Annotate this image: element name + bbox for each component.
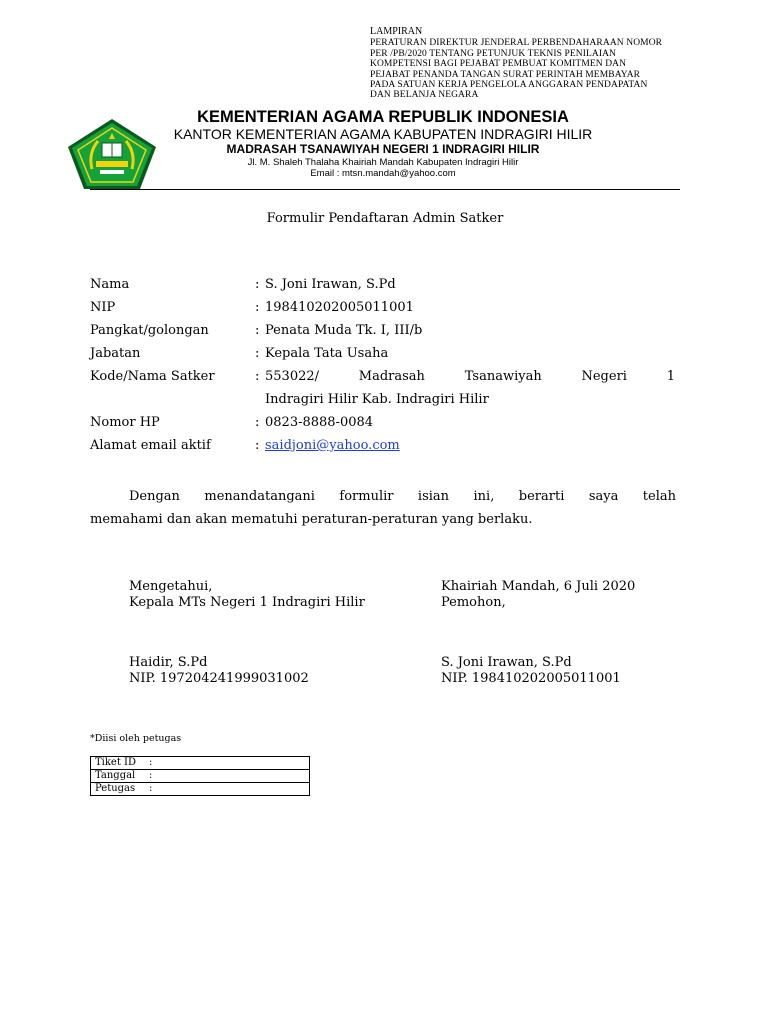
field-label: Kode/Nama Satker: [90, 369, 215, 384]
signature-left-line1: Mengetahui,: [129, 579, 213, 594]
petugas-table: [90, 756, 310, 796]
field-label: Jabatan: [90, 346, 141, 361]
table-row: [91, 783, 310, 796]
field-colon: :: [255, 300, 260, 315]
form-title: Formulir Pendaftaran Admin Satker: [266, 211, 504, 226]
lampiran-line: PERATURAN DIREKTUR JENDERAL PERBENDAHARAAN NOMOR: [370, 38, 663, 49]
field-colon: :: [255, 369, 260, 384]
table-row: [91, 757, 310, 770]
field-nip: [90, 300, 680, 323]
field-label: NIP: [90, 300, 116, 315]
field-nama: [90, 277, 680, 300]
lampiran-line: KOMPETENSI BAGI PEJABAT PEMBUAT KOMITMEN DAN: [370, 59, 627, 70]
field-colon: :: [255, 346, 260, 361]
form-fields: [90, 277, 680, 461]
field-colon: :: [255, 438, 260, 453]
field-value: S. Joni Irawan, S.Pd: [265, 277, 396, 292]
signature-left-footer: [129, 655, 309, 687]
field-value: 553022/ Madrasah Tsanawiyah Negeri 1: [265, 369, 675, 384]
row-label: Tanggal: [95, 770, 136, 781]
lampiran-line: DAN BELANJA NEGARA: [370, 90, 479, 101]
field-value: Penata Muda Tk. I, III/b: [265, 323, 423, 338]
signature-left-line2: Kepala MTs Negeri 1 Indragiri Hilir: [129, 595, 365, 610]
field-label: Nomor HP: [90, 415, 160, 430]
field-label: Nama: [90, 277, 130, 292]
kop-address: Jl. M. Shaleh Thalaha Khairiah Mandah Kabupaten Indragiri Hilir: [247, 157, 519, 168]
signature-right-header: [441, 579, 635, 611]
field-colon: :: [255, 415, 260, 430]
field-value: [265, 438, 400, 454]
signature-right-nip: NIP. 198410202005011001: [441, 671, 621, 686]
field-pangkat: [90, 323, 680, 346]
kop-office-name: KANTOR KEMENTERIAN AGAMA KABUPATEN INDRAGIRI HILIR: [173, 126, 593, 142]
lampiran-block: [370, 26, 663, 101]
lampiran-line: PER /PB/2020 TENTANG PETUNJUK TEKNIS PENILAIAN: [370, 48, 617, 59]
kop-school-name: MADRASAH TSANAWIYAH NEGERI 1 INDRAGIRI HILIR: [226, 142, 540, 156]
field-satker: [90, 369, 680, 415]
row-label: Petugas: [95, 783, 136, 794]
table-cell: [91, 757, 310, 770]
field-value: 198410202005011001: [265, 300, 414, 315]
field-jabatan: [90, 346, 680, 369]
field-label: Alamat email aktif: [90, 438, 211, 453]
signature-right-line2: Pemohon,: [441, 595, 506, 610]
table-cell: [91, 783, 310, 796]
field-email: [90, 438, 680, 461]
field-label: Pangkat/golongan: [90, 323, 209, 338]
field-value: Kepala Tata Usaha: [265, 346, 389, 361]
statement-paragraph: [90, 485, 676, 531]
petugas-note: *Diisi oleh petugas: [90, 733, 182, 744]
field-colon: :: [255, 323, 260, 338]
lampiran-line: PADA SATUAN KERJA PENGELOLA ANGGARAN PENDAPATAN: [370, 80, 648, 91]
header-divider: [90, 189, 680, 190]
signature-right-name: S. Joni Irawan, S.Pd: [441, 655, 572, 670]
row-sep: :: [149, 783, 153, 794]
field-colon: :: [255, 277, 260, 292]
kementerian-agama-emblem-icon: [66, 117, 158, 191]
row-sep: :: [149, 770, 153, 781]
field-nomor-hp: [90, 415, 680, 438]
table-cell: [91, 770, 310, 783]
row-sep: :: [149, 757, 153, 768]
email-link[interactable]: saidjoni@yahoo.com: [265, 438, 400, 453]
signature-left-name: Haidir, S.Pd: [129, 655, 208, 670]
kop-email: Email : mtsn.mandah@yahoo.com: [310, 168, 456, 179]
table-row: [91, 770, 310, 783]
statement-line: memahami dan akan mematuhi peraturan-peraturan yang berlaku.: [90, 512, 533, 527]
signature-right-line1: Khairiah Mandah, 6 Juli 2020: [441, 579, 636, 594]
signature-left-header: [129, 579, 365, 611]
field-value-continued: Indragiri Hilir Kab. Indragiri Hilir: [265, 392, 489, 407]
lampiran-title: LAMPIRAN: [370, 26, 423, 37]
signature-right-footer: [441, 655, 621, 687]
statement-line: Dengan menandatangani formulir isian ini, berarti saya telah: [129, 489, 676, 504]
kop-ministry-name: KEMENTERIAN AGAMA REPUBLIK INDONESIA: [197, 108, 569, 126]
field-value: 0823-8888-0084: [265, 415, 374, 430]
signature-left-nip: NIP. 197204241999031002: [129, 671, 309, 686]
row-label: Tiket ID: [95, 757, 137, 768]
lampiran-line: PEJABAT PENANDA TANGAN SURAT PERINTAH MEMBAYAR: [370, 69, 641, 80]
